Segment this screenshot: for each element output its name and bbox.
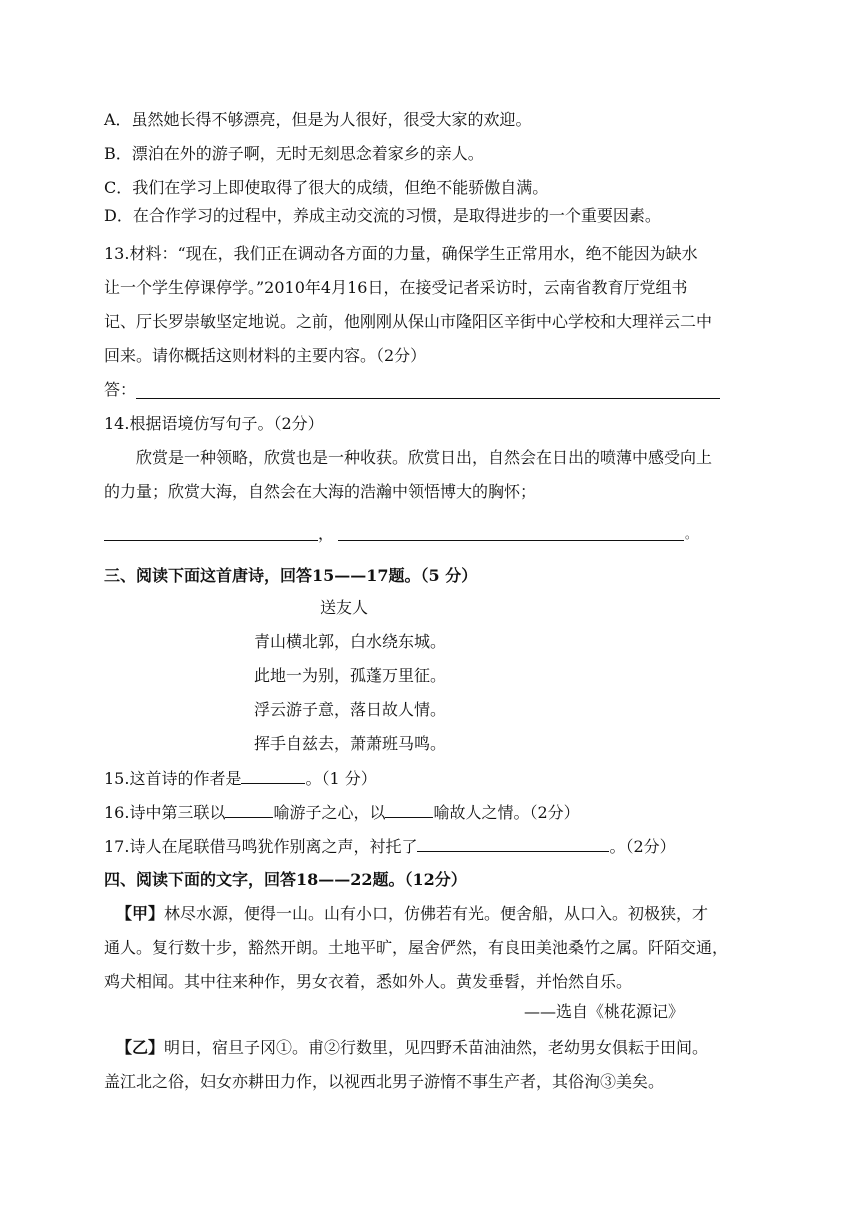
section-3-heading: 三、阅读下面这首唐诗，回答15——17题。（5 分）	[104, 566, 478, 585]
poem-line: 挥手自兹去，萧萧班马鸣。	[254, 734, 447, 753]
poem-line: 浮云游子意，落日故人情。	[254, 700, 447, 719]
q14-line-2: 的力量；欣赏大海，自然会在大海的浩瀚中领悟博大的胸怀；	[104, 482, 537, 501]
q17-blank[interactable]	[417, 836, 609, 852]
passage-jia-source: ——选自《桃花源记》	[524, 1002, 685, 1021]
q15	[104, 768, 377, 789]
q15-text: 15.这首诗的作者是	[104, 769, 242, 788]
q13-answer-line[interactable]	[136, 398, 720, 399]
section-4-heading: 四、阅读下面的文字，回答18——22题。（12分）	[104, 870, 467, 889]
q15-blank[interactable]	[241, 768, 305, 784]
q16-blank-1[interactable]	[225, 802, 273, 818]
q16-middle: 喻游子之心，以	[273, 803, 386, 822]
q13-answer-label: 答：	[104, 380, 137, 399]
q14-period: 。	[685, 527, 698, 541]
option-b: B．漂泊在外的游子啊，无时无刻思念着家乡的亲人。	[104, 144, 484, 163]
q15-score: 。（1 分）	[305, 769, 377, 788]
passage-yi-text: 明日，宿旦子冈①。甫②行数里，见四野禾苗油油然，老幼男女俱耘于田间。	[164, 1038, 709, 1057]
q13-line-4: 回来。请你概括这则材料的主要内容。（2分）	[104, 346, 427, 365]
passage-jia-tag: 【甲】	[116, 904, 165, 923]
passage-yi-tag: 【乙】	[116, 1038, 165, 1057]
passage-yi-line-1	[116, 1038, 708, 1058]
option-c: C．我们在学习上即使取得了很大的成绩，但绝不能骄傲自满。	[104, 178, 549, 197]
q14-blank-2[interactable]	[338, 540, 684, 541]
passage-jia-line-1	[116, 904, 708, 924]
poem-line: 此地一为别，孤蓬万里征。	[254, 666, 447, 685]
q14-blank-1[interactable]	[104, 540, 318, 541]
q16-score: 喻故人之情。（2分）	[433, 803, 580, 822]
q14-comma: ，	[318, 524, 335, 543]
q17-score: 。（2分）	[609, 837, 676, 856]
poem-title: 送友人	[320, 598, 369, 617]
q16-blank-2[interactable]	[385, 802, 433, 818]
passage-jia-text: 林尽水源，便得一山。山有小口，仿佛若有光。便舍船，从口入。初极狭，才	[164, 904, 709, 923]
passage-yi-line-2: 盖江北之俗，妇女亦耕田力作，以视西北男子游惰不事生产者，其俗洵③美矣。	[104, 1072, 665, 1091]
q17	[104, 836, 676, 857]
q13-line-3: 记、厅长罗崇敏坚定地说。之前，他刚刚从保山市隆阳区辛街中心学校和大理祥云二中	[104, 312, 713, 331]
q16	[104, 802, 580, 823]
q14-title: 14.根据语境仿写句子。（2分）	[104, 414, 324, 433]
poem-line: 青山横北郭，白水绕东城。	[254, 632, 447, 651]
option-d: D．在合作学习的过程中，养成主动交流的习惯，是取得进步的一个重要因素。	[104, 206, 661, 225]
q17-text: 17.诗人在尾联借马鸣犹作别离之声，衬托了	[104, 837, 418, 856]
q13-line-1: 13.材料：“现在，我们正在调动各方面的力量，确保学生正常用水，绝不能因为缺水	[104, 244, 698, 263]
q16-text: 16.诗中第三联以	[104, 803, 226, 822]
q14-line-1: 欣赏是一种领略，欣赏也是一种收获。欣赏日出，自然会在日出的喷薄中感受向上	[136, 448, 713, 467]
passage-jia-line-2: 通人。复行数十步，豁然开朗。土地平旷，屋舍俨然，有良田美池桑竹之属。阡陌交通，	[104, 938, 729, 957]
q13-line-2: 让一个学生停课停学。”2010年4月16日，在接受记者采访时，云南省教育厅党组书	[104, 278, 688, 297]
passage-jia-line-3: 鸡犬相闻。其中往来种作，男女衣着，悉如外人。黄发垂髫，并怡然自乐。	[104, 972, 633, 991]
option-a: A．虽然她长得不够漂亮，但是为人很好，很受大家的欢迎。	[104, 110, 532, 129]
